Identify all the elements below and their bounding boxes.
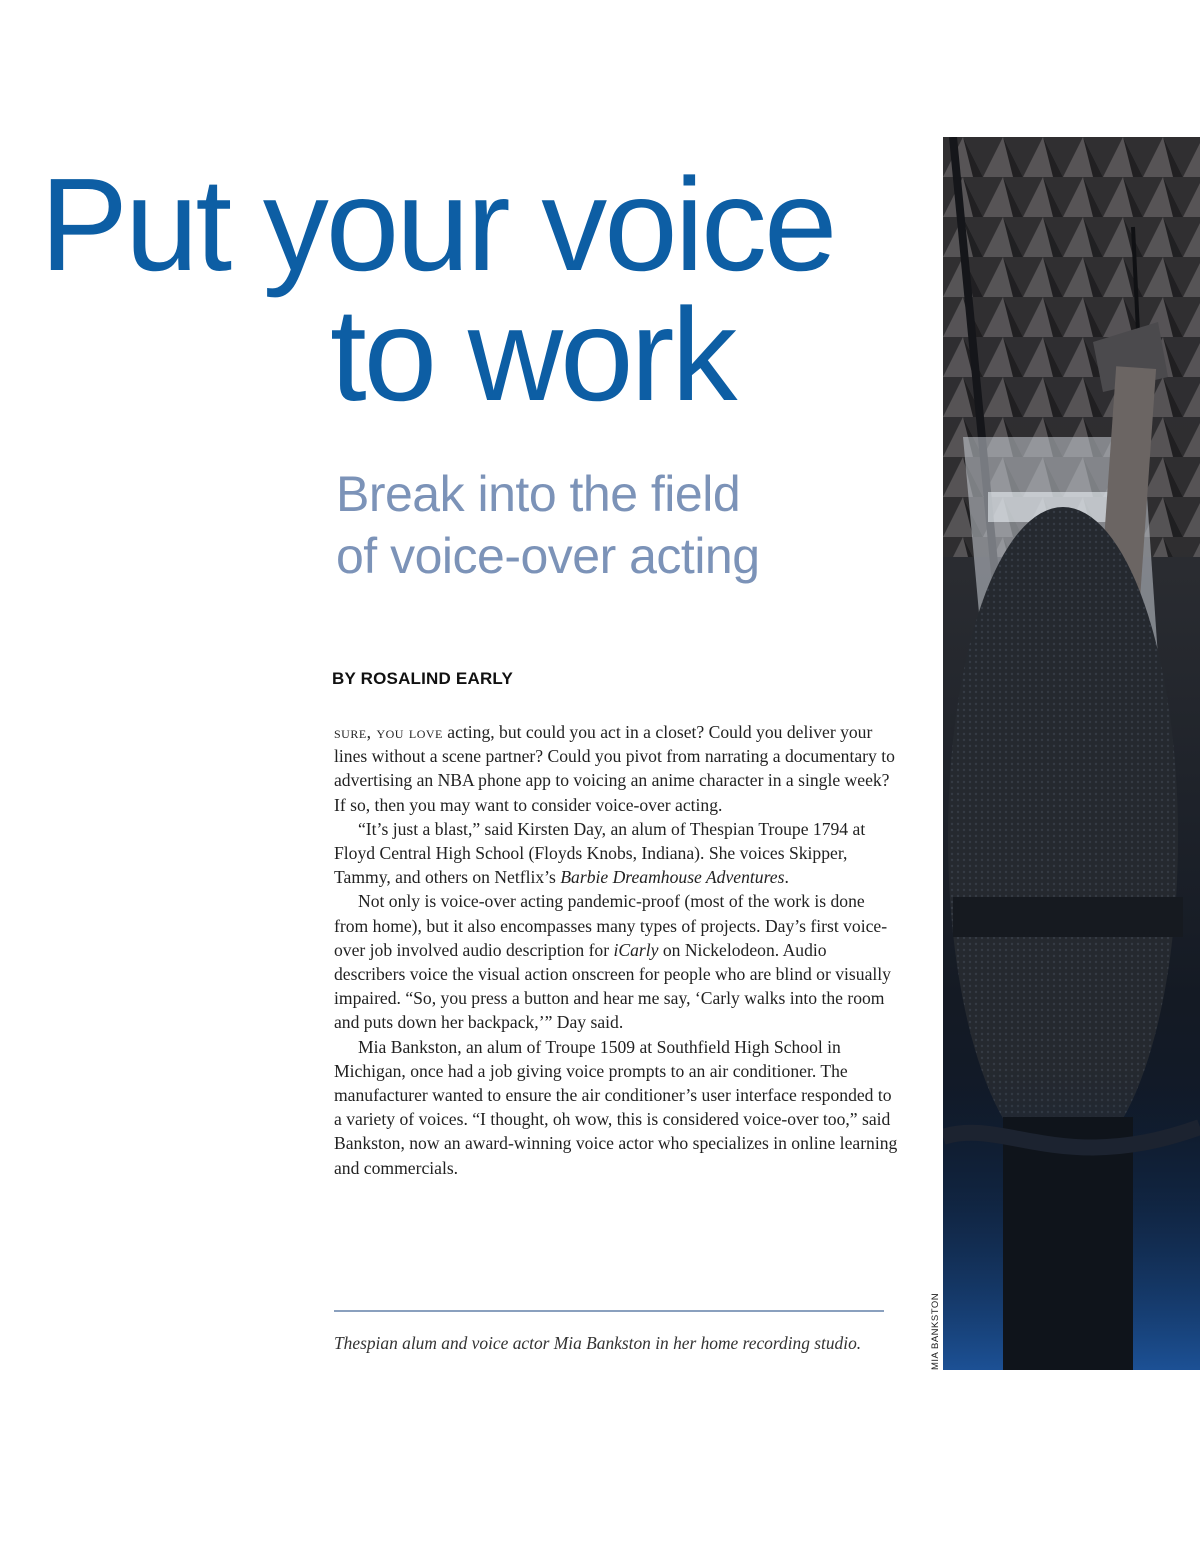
paragraph-2-end: . <box>784 867 789 888</box>
lead-in: sure, you love <box>334 722 443 742</box>
paragraph-3-end: on Nickelodeon. Audio describers voice the visual action onscreen for people who are blind or visually impaired. “So, you press a button and hear me say, ‘Carly walks into the room and puts down her backpack,’” Day said. <box>334 939 891 1033</box>
headline-line-2: to work <box>330 281 735 428</box>
photo-credit: MIA BANKSTON <box>930 1292 941 1370</box>
headline-line-1: Put your voice <box>40 151 835 298</box>
studio-photo <box>943 137 1200 1370</box>
subhead-line-2: of voice-over acting <box>336 528 760 584</box>
show-title-icarly: iCarly <box>613 939 659 960</box>
paragraph-2 <box>334 817 899 890</box>
paragraph-4-text: Mia Bankston, an alum of Troupe 1509 at Southfield High School in Michigan, once had a job giving voice prompts to an air conditioner. The manufacturer wanted to ensure the air conditioner’s user interface responded to a variety of voices. “I thought, oh wow, this is considered voice-over too,” said Bankston, now an award-winning voice actor who specializes in online learning and commercials. <box>334 1036 898 1178</box>
photo-caption: Thespian alum and voice actor Mia Bankston in her home recording studio. <box>334 1333 862 1353</box>
paragraph-1 <box>334 720 899 817</box>
paragraph-1-text: acting, but could you act in a closet? Could you deliver your lines without a scene partner? Could you pivot from narrating a documentary to advertising an NBA phone app to voicing an anime character in a single week? If so, then you may want to consider voice-over acting. <box>334 722 895 815</box>
paragraph-4 <box>334 1035 899 1180</box>
article-body <box>334 720 899 1180</box>
caption-divider <box>334 1310 884 1312</box>
show-title-barbie: Barbie Dreamhouse Adventures <box>560 867 785 888</box>
paragraph-3-start: Not only is voice-over acting pandemic-proof (most of the work is done from home), but it also encompasses many types of projects. Day’s first voice-over job involved audio description for <box>334 891 888 960</box>
microphone-band <box>953 897 1183 937</box>
byline: BY ROSALIND EARLY <box>332 669 513 688</box>
paragraph-2-text: “It’s just a blast,” said Kirsten Day, an alum of Thespian Troupe 1794 at Floyd Central High School (Floyds Knobs, Indiana). She voices Skipper, Tammy, and others on Netflix’s <box>334 818 866 888</box>
paragraph-3 <box>334 889 899 1034</box>
subhead-line-1: Break into the field <box>336 466 741 522</box>
microphone-body <box>1003 1117 1133 1370</box>
